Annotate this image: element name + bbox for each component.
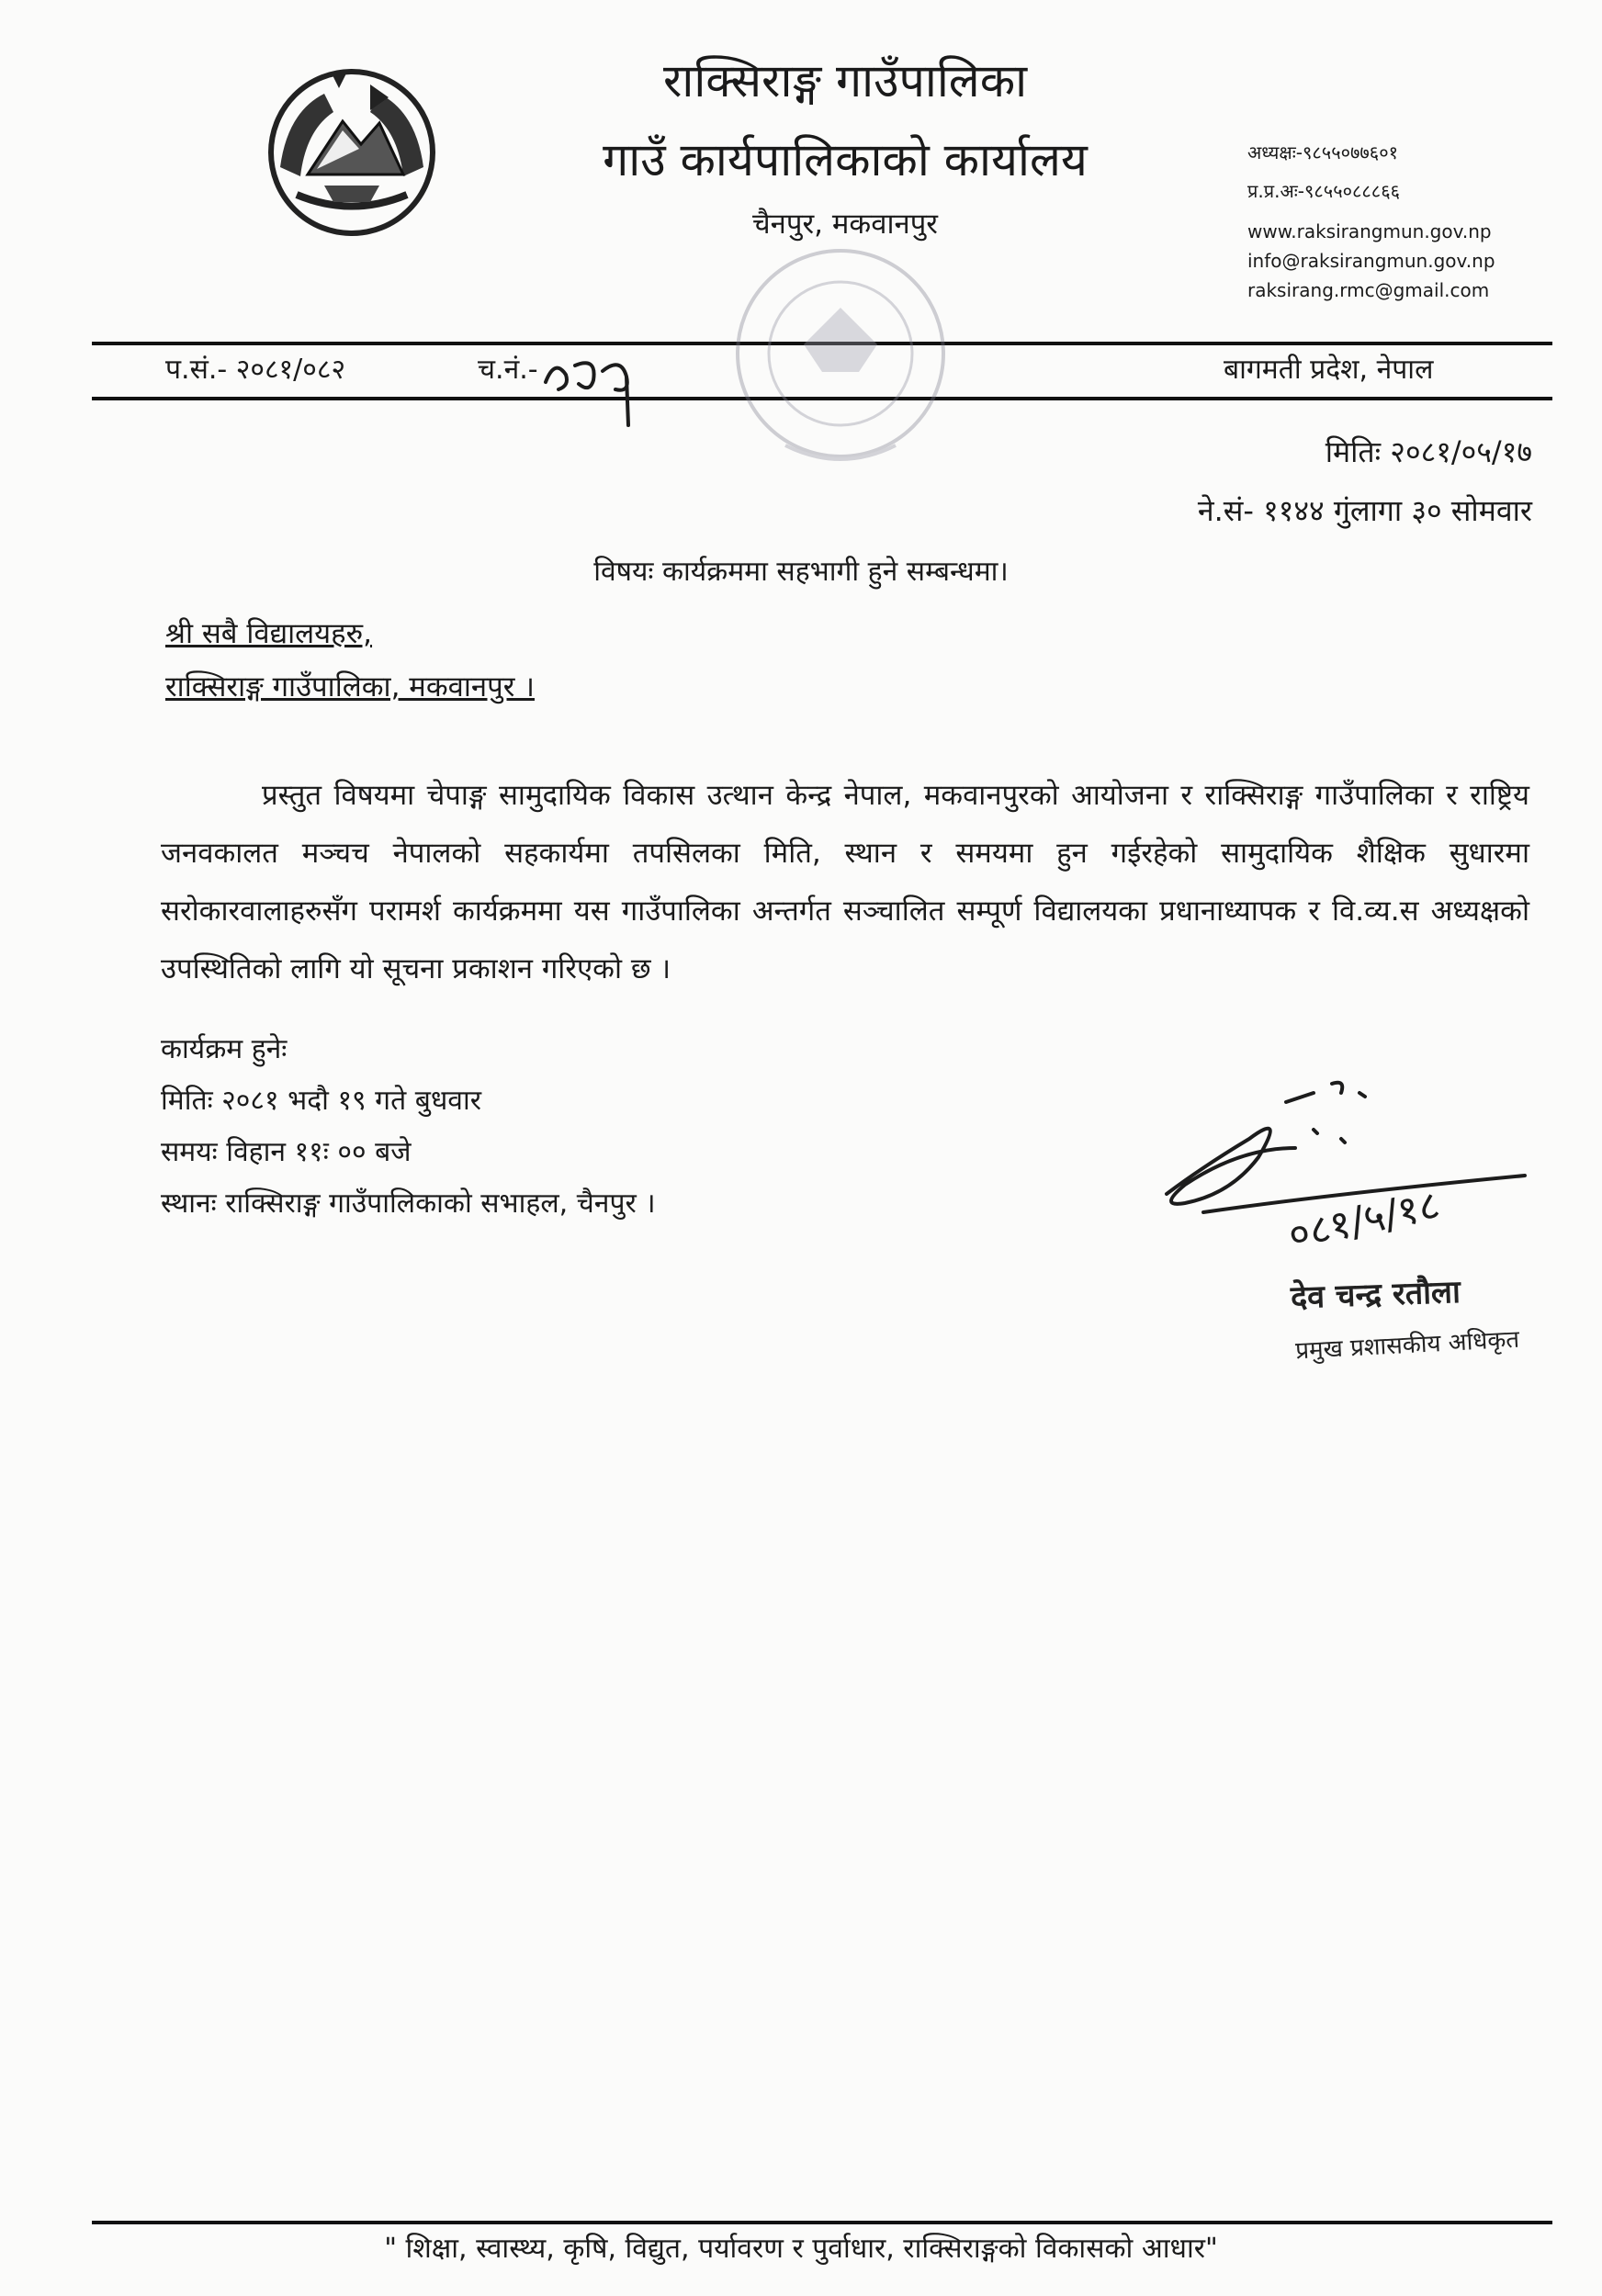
email-gmail-link[interactable]: raksirang.rmc@gmail.com [1247,279,1490,301]
signatory-name: देव चन्द्र रतौला [1290,1273,1461,1317]
office-address: चैनपुर, मकवानपुर [752,208,938,241]
website-link[interactable]: www.raksirangmun.gov.np [1247,220,1492,242]
footer-rule [92,2221,1552,2224]
office-title: राक्सिराङ्ग गाउँपालिका [662,54,1028,107]
dispatch-number-label: च.नं.- [478,354,538,386]
province-name: बागमती प्रदेश, नेपाल [1224,354,1434,386]
office-stamp-icon [721,234,960,482]
handwritten-date: ०८१/५/१८ [1284,1181,1444,1260]
nepal-government-emblem-icon [259,57,445,237]
letter-date: मितिः २०८१/०५/१७ [1325,434,1532,469]
body-paragraph: प्रस्तुत विषयमा चेपाङ्ग सामुदायिक विकास उत्थान केन्द्र नेपाल, मकवानपुरको आयोजना र राक्सिराङ्ग गाउँपालिका र राष्ट्रिय जनवकालत मञ्चच नेपालको सहकार्यमा तपसिलका मिति, स्थान र समयमा हुन गईरहेको सामुदायिक शैक्षिक सुधारमा सरोकारवालाहरुसँग परामर्श कार्यक्रममा यस गाउँपालिका अन्तर्गत सञ्चालित सम्पूर्ण विद्यालयका प्रधानाध्यापक र वि.व्य.स अध्यक्षको उपस्थितिको लागि यो सूचना प्रकाशन गरिएको छ । [161,779,1529,985]
letter-number: प.सं.- २०८१/०८२ [165,354,346,386]
addressee-line-1: श्री सबै विद्यालयहरु, [165,617,373,650]
signatory-title: प्रमुख प्रशासकीय अधिकृत [1294,1325,1520,1366]
program-time: समयः विहान ११ः ०० बजे [161,1136,412,1168]
program-date: मितिः २०८१ भदौ १९ गते बुधवार [161,1085,482,1117]
office-subtitle: गाउँ कार्यपालिकाको कार्यालय [603,133,1088,186]
program-heading: कार्यक्रम हुनेः [161,1033,288,1065]
addressee-line-2: राक्सिराङ्ग गाउँपालिका, मकवानपुर । [165,670,535,703]
chairperson-phone: अध्यक्षः-९८५५०७७६०१ [1247,141,1398,163]
cao-phone: प्र.प्र.अः-९८५५०८८८६६ [1247,180,1401,202]
nepal-sambat-date: ने.सं- ११४४ गुंलागा ३० सोमवार [1197,493,1532,528]
footer-motto: " शिक्षा, स्वास्थ्य, कृषि, विद्युत, पर्यावरण र पुर्वाधार, राक्सिराङ्गको विकासको आधार" [384,2233,1218,2265]
handwritten-dispatch-number [538,338,658,430]
email-info-link[interactable]: info@raksirangmun.gov.np [1247,250,1495,272]
program-venue: स्थानः राक्सिराङ्ग गाउँपालिकाको सभाहल, चैनपुर । [161,1187,656,1220]
handwritten-signature [1148,1056,1571,1277]
subject-line: विषयः कार्यक्रममा सहभागी हुने सम्बन्धमा। [593,556,1009,588]
